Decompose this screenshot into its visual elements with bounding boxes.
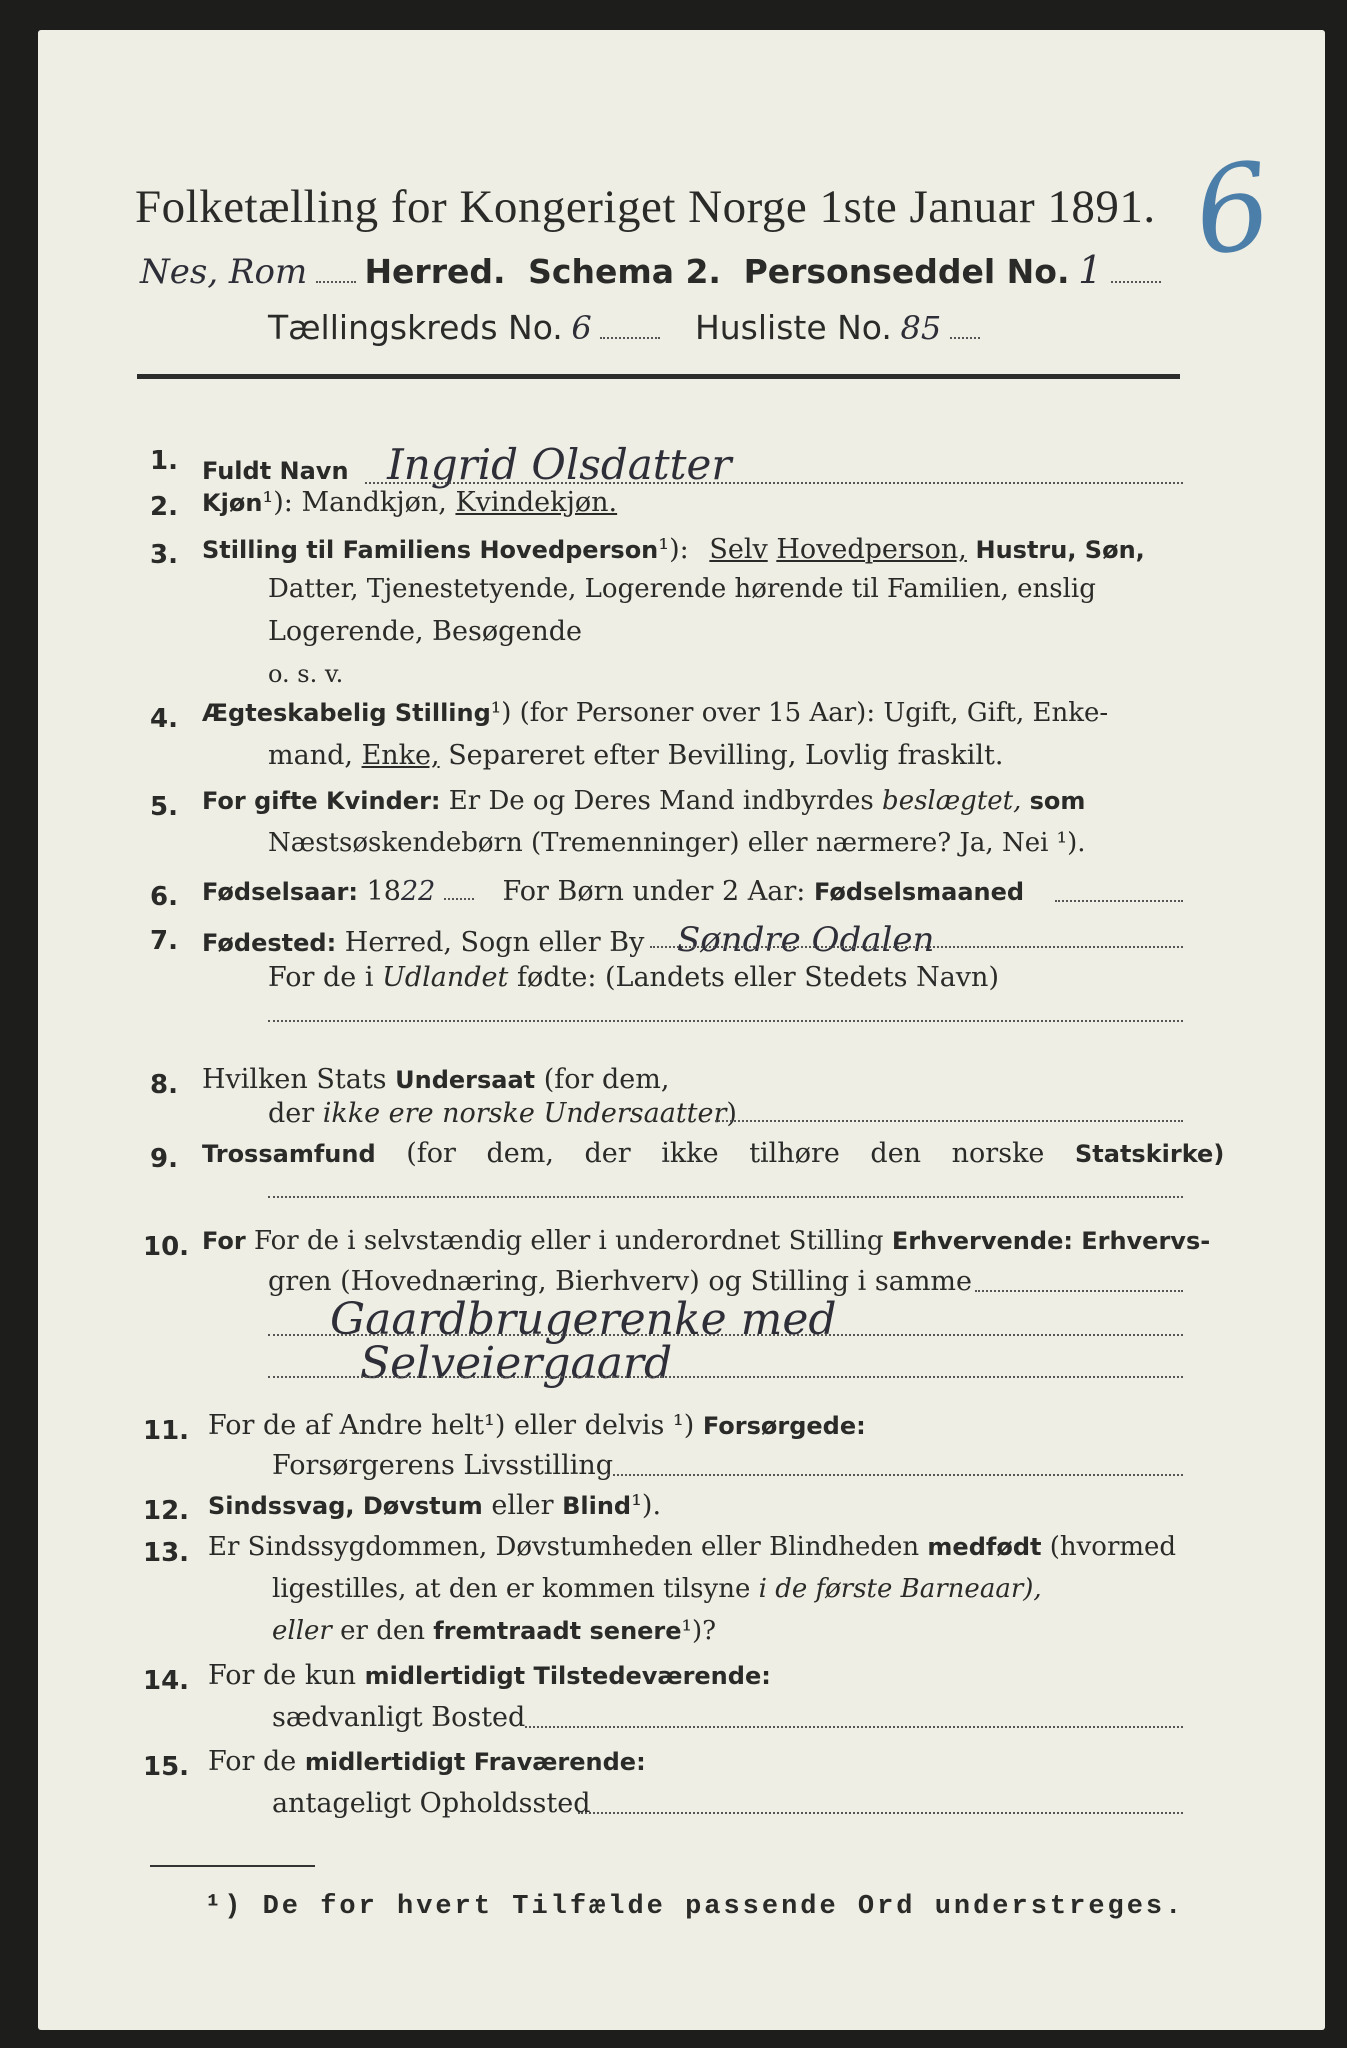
item-number: 12. [143, 1496, 190, 1526]
label-temporary-absent: midlertidigt Fraværende: [304, 1748, 646, 1776]
item-married-women: For gifte Kvinder: Er De og Deres Mand indbyrdes beslægtet, som [202, 786, 1086, 816]
answer-occupation-2: Selveiergaard [360, 1338, 673, 1389]
item-supported: For de af Andre helt¹) eller delvis ¹) Forsørgede: [208, 1410, 866, 1441]
label-supported: Forsørgede: [702, 1412, 866, 1440]
item-number: 13. [143, 1538, 190, 1568]
label-occupation: Erhvervende: [891, 1227, 1073, 1255]
footnote: ¹) De for hvert Tilfælde passende Ord understreges. [205, 1892, 1185, 1922]
item-religion: Trossamfund (for dem, der ikke tilhøre den norske Statskirke) [202, 1138, 1225, 1169]
item-number: 11. [143, 1416, 190, 1446]
item-number: 3. [150, 540, 178, 570]
herred-label: Herred. [364, 252, 506, 291]
item-citizenship: Hvilken Stats Undersaat (for dem, [202, 1064, 670, 1095]
husliste-label: Husliste No. [694, 308, 892, 347]
item-gender: Kjøn¹): Mandkjøn, Kvindekjøn. [202, 487, 618, 518]
schema-label: Schema 2. [528, 252, 721, 291]
item-birthplace: Fødested: Herred, Sogn eller By Søndre Odalen [202, 920, 935, 960]
item-number: 6. [150, 882, 178, 912]
stamp-number: 6 [1185, 135, 1280, 283]
answer-birthplace: Søndre Odalen [676, 920, 935, 960]
item-number: 10. [143, 1232, 190, 1262]
item-temporary-present: For de kun midlertidigt Tilstedeværende: [208, 1660, 771, 1691]
label-religion: Trossamfund [202, 1140, 376, 1168]
kreds-label: Tællingskreds No. [268, 308, 563, 347]
personseddel-label: Personseddel No. [743, 252, 1070, 291]
item-marital: Ægteskabelig Stilling¹) (for Personer over 15 Aar): Ugift, Gift, Enke- [202, 698, 1109, 728]
herred-name: Nes, Rom [140, 252, 308, 292]
option-female: Kvindekjøn. [455, 487, 618, 518]
label-citizenship: Undersaat [395, 1066, 536, 1094]
item-occupation: For For de i selvstændig eller i underordnet Stilling Erhvervende: Erhvervs- [202, 1226, 1211, 1256]
label-marital: Ægteskabelig Stilling [202, 699, 491, 727]
item-birth-year: Fødselsaar: 1822 For Børn under 2 Aar: Fødselsmaaned [202, 876, 1025, 907]
husliste-no: 85 [900, 309, 942, 347]
label-birthplace: Fødested: [202, 929, 337, 957]
item-number: 14. [143, 1666, 190, 1696]
option-male: Mandkjøn, [301, 487, 447, 518]
item-number: 9. [150, 1144, 178, 1174]
item-family-position: Stilling til Familiens Hovedperson¹): Selv Hovedperson, Hustru, Søn, [202, 534, 1145, 565]
label-married-women: For gifte Kvinder: [202, 787, 441, 815]
footnote-rule [150, 1865, 315, 1867]
label-birth-year: Fødselsaar: [202, 878, 358, 906]
herred-line [140, 248, 1161, 292]
form-title: Folketælling for Kongeriget Norge 1ste Januar 1891. [135, 181, 1156, 233]
item-number: 15. [143, 1752, 190, 1782]
item-number: 4. [150, 704, 178, 734]
answer-occupation-1: Gaardbrugerenke med [330, 1294, 837, 1345]
item-number: 8. [150, 1070, 178, 1100]
item-number: 5. [150, 792, 178, 822]
item-number: 7. [150, 926, 178, 956]
kreds-line [268, 308, 980, 347]
answer-birth-year: 22 [400, 876, 436, 907]
label-congenital: medfødt [927, 1533, 1042, 1561]
item-congenital: Er Sindssygdommen, Døvstumheden eller Blindheden medfødt (hvormed [208, 1532, 1177, 1562]
label-family-position: Stilling til Familiens Hovedperson [202, 536, 659, 564]
kreds-no: 6 [571, 309, 592, 347]
label-temporary-present: midlertidigt Tilstedeværende: [364, 1662, 771, 1690]
item-disability: Sindssvag, Døvstum eller Blind¹). [208, 1490, 662, 1521]
item-temporary-absent: For de midlertidigt Fraværende: [208, 1746, 646, 1777]
item-number: 2. [150, 492, 178, 522]
label-disability: Sindssvag, Døvstum [208, 1492, 483, 1520]
label-gender: Kjøn [202, 489, 263, 517]
header-rule [137, 374, 1180, 379]
personseddel-no: 1 [1078, 248, 1103, 292]
label-full-name: Fuldt Navn [202, 457, 349, 485]
answer-full-name: Ingrid Olsdatter [387, 440, 732, 489]
item-number: 1. [150, 446, 178, 476]
